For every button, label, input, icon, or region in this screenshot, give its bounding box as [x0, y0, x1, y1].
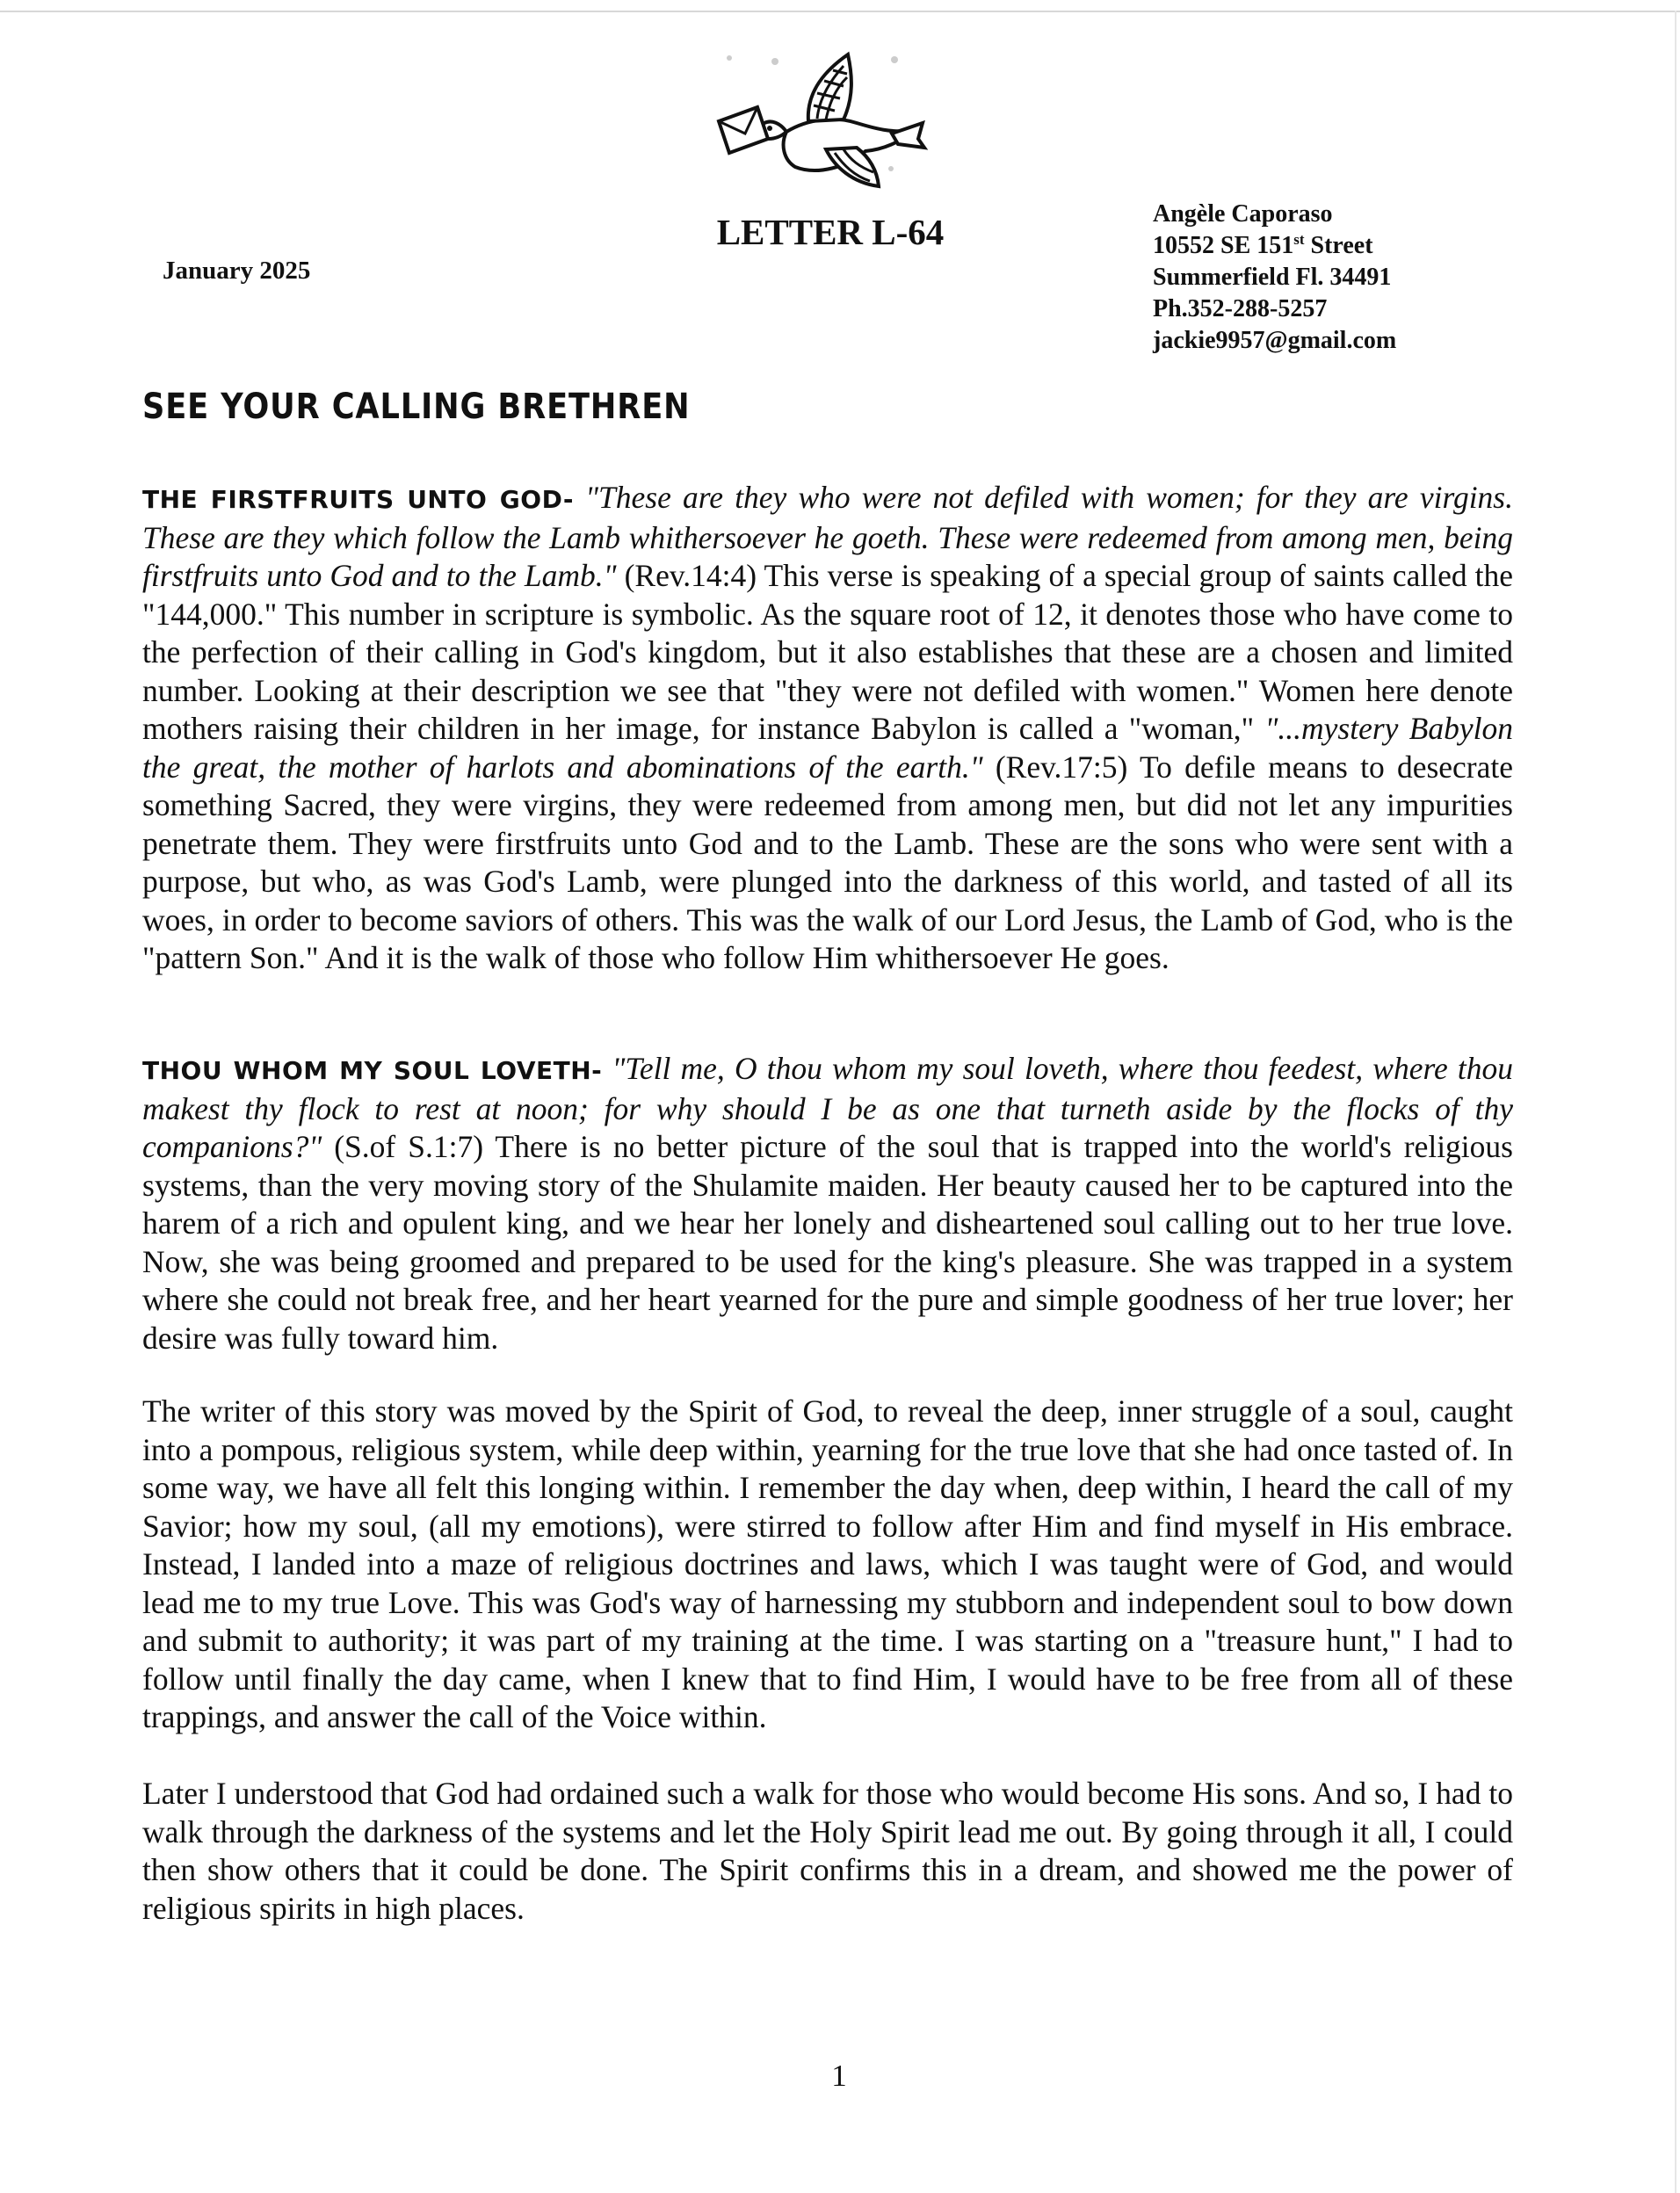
street-number: 10552 SE 151: [1153, 232, 1294, 259]
section-heading: THOU WHOM MY SOUL LOVETH-: [142, 1056, 603, 1085]
section-soul-loveth: [142, 1050, 1513, 1357]
page-number: 1: [831, 2059, 847, 2093]
sender-address-block: [1153, 199, 1396, 357]
page-top-border: [0, 11, 1680, 12]
street-name: Street: [1304, 232, 1373, 259]
sender-name: Angèle Caporaso: [1153, 200, 1333, 228]
page-right-border: [1675, 11, 1676, 2193]
body-paragraph: The writer of this story was moved by the Spirit of God, to reveal the deep, inner struggle of a soul, caught into a pompous, religious system, while deep within, yearning for the true love that she had once tasted of. In some way, we have all felt this longing within. I remember the day when, deep within, I heard the call of my Savior; how my soul, (all my emotions), were stirred to follow after Him and find myself in His embrace. Instead, I landed into a maze of religious doctrines and laws, which I was taught were of God, and would lead me to my true Love. This was God's way of harnessing my stubborn and independent soul to bow down and submit to authority; it was part of my training at the time. I was starting on a "treasure hunt," I had to follow until finally the day came, when I knew that to find Him, I would have to be free from all of these trappings, and answer the call of the Voice within.: [142, 1393, 1513, 1734]
section-firstfruits: [142, 479, 1513, 978]
body-text: (Rev.17:5) To defile means to desecrate something Sacred, they were virgins, they were redeemed from among men, but did not let any impurities penetrate them. They were firstfruits unto God and to the Lamb. These are the sons who were sent with a purpose, but who, as was God's Lamb, were plunged into the darkness of this world, and tasted of all its woes, in order to become saviors of others. This was the walk of our Lord Jesus, the Lamb of God, who is the "pattern Son." And it is the walk of those who follow Him whithersoever He goes.: [142, 749, 1513, 975]
body-paragraph: Later I understood that God had ordained such a walk for those who would become His sons. And so, I had to walk through the darkness of the systems and let the Holy Spirit lead me out. By going through it all, I could then show others that it could be done. The Spirit confirms this in a dream, and showed me the power of religious spirits in high places.: [142, 1776, 1513, 1926]
dove-with-letter-icon: [703, 35, 931, 211]
scripture-quote: "...mystery Babylon the great, the mother of harlots and abominations of the earth.": [142, 711, 1513, 785]
main-heading: SEE YOUR CALLING BRETHREN: [142, 387, 691, 427]
sender-street: [1153, 230, 1396, 262]
sender-phone: Ph.352-288-5257: [1153, 295, 1328, 322]
letter-date: January 2025: [163, 257, 311, 285]
body-text: (S.of S.1:7) There is no better picture of the soul that is trapped into the world's religious systems, than the very moving story of the Shulamite maiden. Her beauty caused her to be captured into the harem of a rich and opulent king, and we hear her lonely and disheartened soul calling out to her true love. Now, she was being groomed and prepared to be used for the king's pleasure. She was trapped in a system where she could not break free, and her heart yearned for the pure and simple goodness of her true lover; her desire was fully toward him.: [142, 1129, 1513, 1356]
body-text: (Rev.14:4) This verse is speaking of a special group of saints called the "144,000." This number in scripture is symbolic. As the square root of 12, it denotes those who have come to the perfection of their calling in God's kingdom, but it also establishes that these are a chosen and limited number. Looking at their description we see that "they were not defiled with women." Women here denote mothers raising their children in her image, for instance Babylon is called a "woman,": [142, 558, 1513, 746]
letter-title: LETTER L-64: [716, 212, 945, 252]
scripture-quote: "Tell me, O thou whom my soul loveth, where thou feedest, where thou makest thy flock to rest at noon; for why should I be as one that turneth aside by the flocks of thy companions?": [142, 1051, 1513, 1164]
sender-city: Summerfield Fl. 34491: [1153, 264, 1392, 291]
street-suffix: st: [1293, 231, 1305, 248]
sender-email: jackie9957@gmail.com: [1153, 327, 1397, 354]
scripture-quote: "These are they who were not defiled with women; for they are virgins. These are they which follow the Lamb whithersoever he goeth. These were redeemed from among men, being firstfruits unto God and to the Lamb.": [142, 480, 1513, 593]
section-heading: THE FIRSTFRUITS UNTO GOD-: [142, 485, 574, 514]
